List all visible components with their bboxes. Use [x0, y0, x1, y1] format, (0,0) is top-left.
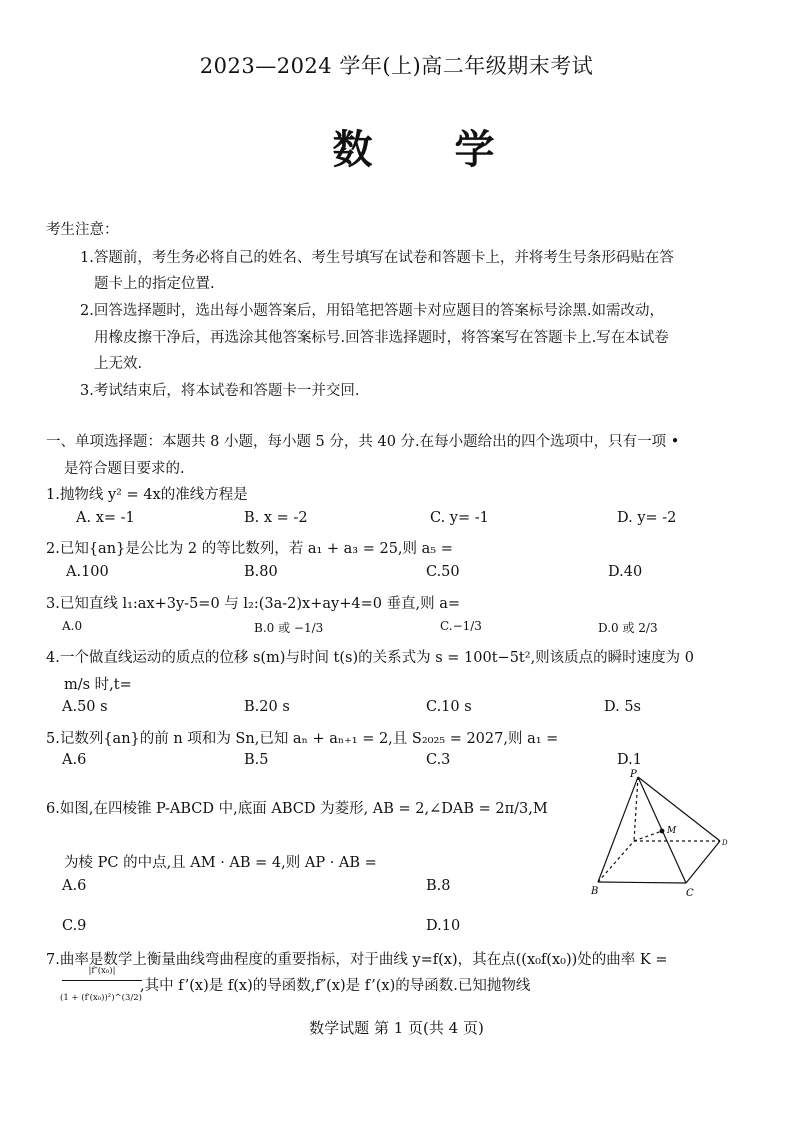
point-m — [660, 829, 665, 834]
q3-option-a: A.0 — [62, 619, 83, 633]
q2-option-d: D.40 — [608, 564, 643, 580]
question-5-stem: 5.记数列{an}的前 n 项和为 Sn,已知 aₙ + aₙ₊₁ = 2,且 S₂₀₂₅ = 2027,则 a₁ = — [46, 731, 559, 747]
question-4-stem: 4.一个做直线运动的质点的位移 s(m)与时间 t(s)的关系式为 s = 100t−5t²,则该质点的瞬时速度为 0 — [46, 650, 695, 666]
section-heading-cont: 是符合题目要求的. — [64, 461, 185, 477]
exam-title: 2023—2024 学年(上)高二年级期末考试 — [199, 54, 594, 78]
q5-option-b: B.5 — [244, 752, 269, 768]
q6-option-a: A.6 — [62, 878, 87, 894]
question-2-stem: 2.已知{an}是公比为 2 的等比数列，若 a₁ + a₃ = 25,则 a₅ = — [46, 541, 453, 557]
label-b: B — [591, 886, 599, 897]
pyramid-figure — [590, 765, 740, 900]
q5-option-a: A.6 — [62, 752, 87, 768]
notice-item: 3.考试结束后，将本试卷和答题卡一并交回. — [80, 383, 360, 399]
subject-title: 数 学 — [332, 126, 529, 173]
q4-option-b: B.20 s — [244, 699, 290, 715]
label-d: D — [722, 839, 728, 847]
edge-cd — [686, 841, 720, 883]
question-7-stem: 7.曲率是数学上衡量曲线弯曲程度的重要指标，对于曲线 y=f(x)，其在点((x₀f(x₀))处的曲率 K = — [46, 952, 668, 968]
edge-pd — [638, 777, 720, 841]
edge-ba — [598, 841, 634, 882]
label-p: P — [630, 769, 637, 780]
question-4-stem-cont: m/s 时,t= — [64, 677, 132, 693]
question-3-stem: 3.已知直线 l₁:ax+3y-5=0 与 l₂:(3a-2)x+ay+4=0 垂直,则 a= — [46, 596, 461, 612]
notice-item: 用橡皮擦干净后，再选涂其他答案标号.回答非选择题时，将答案写在答题卡上.写在本试卷 — [94, 330, 669, 346]
q2-option-c: C.50 — [426, 564, 460, 580]
q4-option-d: D. 5s — [604, 699, 641, 715]
segment-am — [634, 831, 662, 841]
q4-option-c: C.10 s — [426, 699, 472, 715]
question-1-stem: 1.抛物线 y² = 4x的准线方程是 — [46, 487, 248, 503]
curvature-fraction-bar — [62, 980, 142, 981]
q1-option-d: D. y= -2 — [617, 510, 677, 526]
label-c: C — [686, 888, 694, 899]
notice-heading: 考生注意： — [46, 222, 119, 238]
q1-option-b: B. x = -2 — [244, 510, 308, 526]
q1-option-c: C. y= -1 — [430, 510, 489, 526]
q5-option-c: C.3 — [426, 752, 451, 768]
edge-pb — [598, 777, 638, 882]
label-m: M — [667, 826, 677, 836]
notice-item: 题卡上的指定位置. — [94, 276, 215, 292]
q6-option-d: D.10 — [426, 918, 461, 934]
q5-option-d: D.1 — [617, 752, 642, 768]
question-7-stem-cont: ,其中 f’(x)是 f(x)的导函数,f″(x)是 f’(x)的导函数.已知抛物线 — [140, 978, 531, 994]
q6-option-b: B.8 — [426, 878, 451, 894]
question-6-stem: 6.如图,在四棱锥 P-ABCD 中,底面 ABCD 为菱形, AB = 2,∠DAB = 2π/3,M — [46, 801, 548, 817]
notice-item: 上无效. — [94, 356, 143, 372]
q3-option-c: C.−1/3 — [440, 619, 482, 633]
edge-bc — [598, 882, 686, 883]
q6-option-c: C.9 — [62, 918, 87, 934]
q2-option-a: A.100 — [66, 564, 109, 580]
section-heading: 一、单项选择题：本题共 8 小题，每小题 5 分，共 40 分.在每小题给出的四个选项中，只有一项 • — [46, 434, 680, 450]
page-footer: 数学试题 第 1 页(共 4 页) — [309, 1019, 484, 1037]
curvature-numerator: |f″(x₀)| — [88, 966, 116, 976]
q3-option-d: D.0 或 2/3 — [598, 621, 658, 635]
notice-item: 1.答题前，考生务必将自己的姓名、考生号填写在试卷和答题卡上，并将考生号条形码贴在答 — [80, 250, 674, 266]
notice-item: 2.回答选择题时，选出每小题答案后，用铅笔把答题卡对应题目的答案标号涂黑.如需改动， — [80, 303, 664, 319]
question-6-stem-cont: 为棱 PC 的中点,且 AM · AB = 4,则 AP · AB = — [64, 855, 377, 871]
q4-option-a: A.50 s — [62, 699, 108, 715]
q1-option-a: A. x= -1 — [76, 510, 135, 526]
q3-option-b: B.0 或 −1/3 — [254, 621, 324, 635]
q2-option-b: B.80 — [244, 564, 278, 580]
curvature-denominator: (1 + (f′(x₀))²)^(3/2) — [60, 993, 142, 1003]
